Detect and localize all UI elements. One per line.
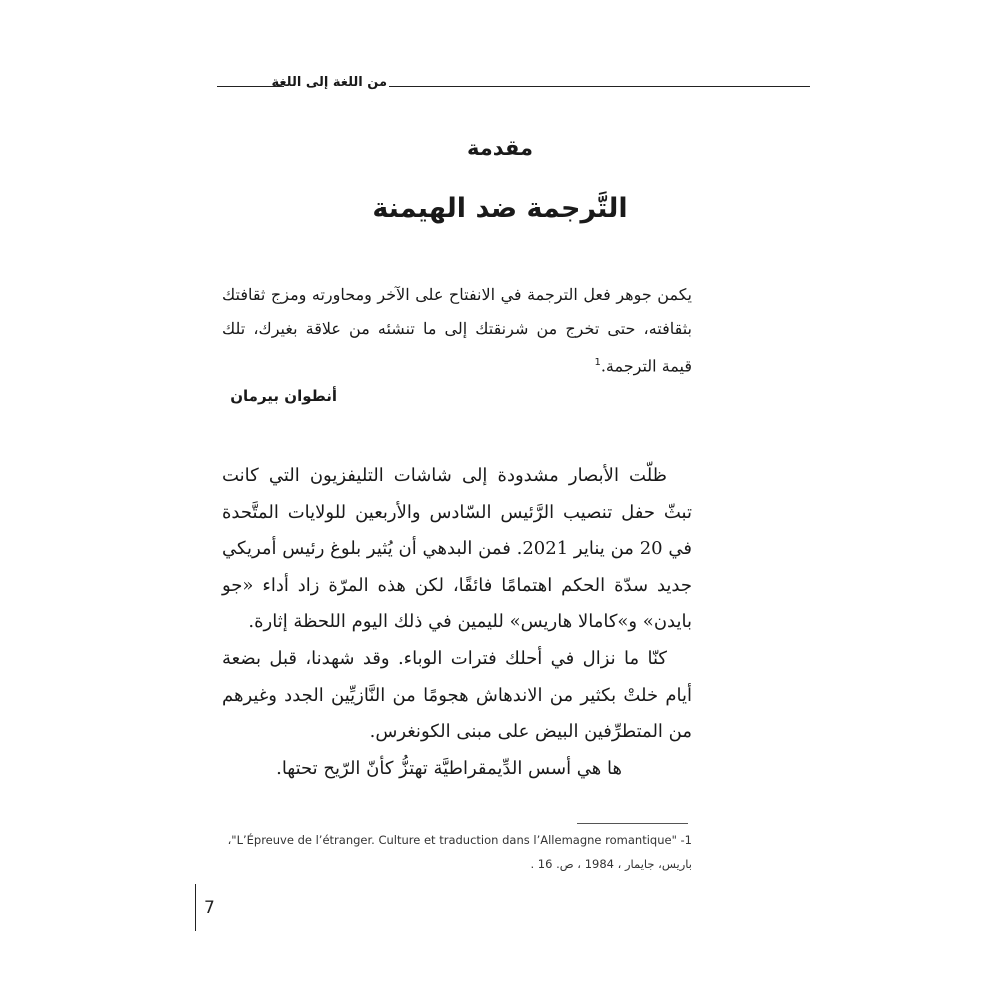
epigraph-text: يكمن جوهر فعل الترجمة في الانفتاح على الآخر ومحاورته ومزج ثقافتك بثقافته، حتى تخرج من شرنقتك إلى ما تنشئه من علاقة بغيرك، تلك قيمة الترجمة. bbox=[222, 285, 692, 376]
chapter-title: التَّرجمة ضد الهيمنة bbox=[372, 193, 628, 224]
epigraph-author: أنطوان بيرمان bbox=[230, 387, 337, 405]
page-number: 7 bbox=[204, 898, 215, 918]
header-rule-right bbox=[389, 86, 810, 87]
footnote-ref[interactable]: 1 bbox=[594, 357, 601, 368]
folio-rule bbox=[195, 884, 196, 931]
body-text bbox=[222, 458, 692, 787]
chapter-label: مقدمة bbox=[467, 136, 533, 160]
body-paragraph: ظلّت الأبصار مشدودة إلى شاشات التليفزيون التي كانت تبثّ حفل تنصيب الرَّئيس السّادس والأربعين للولايات المتَّحدة في 20 من يناير 2021. فمن البدهي أن يُثير بلوغ رئيس أمريكي جديد سدّة الحكم اهتمامًا فائقًا، لكن هذه المرّة زاد أداء «جو بايدن» و»كامالا هاريس» لليمين في ذلك اليوم اللحظة إثارة. bbox=[222, 465, 692, 633]
footnote bbox=[200, 828, 692, 876]
epigraph bbox=[222, 278, 692, 383]
footnote-line: 1- "L’Épreuve de l’étranger. Culture et traduction dans l’Allemagne romantique"، bbox=[227, 833, 692, 847]
running-head: من اللغة إلى اللغة bbox=[271, 75, 387, 90]
body-paragraph: كنّا ما نزال في أحلك فترات الوباء. وقد شهدنا، قبل بضعة أيام خلتْ بكثير من الاندهاش هجومًا من النَّازيِّين الجدد وغيرهم من المتطرِّفين البيض على مبنى الكونغرس. bbox=[222, 647, 692, 743]
footnote-rule bbox=[577, 823, 688, 824]
footnote-line: باريس، جايمار ، 1984 ، ص. 16 . bbox=[530, 857, 692, 871]
body-paragraph: ها هي أسس الدِّيمقراطيَّة تهتزُّ كأنّ الرّيح تحتها. bbox=[276, 757, 622, 779]
